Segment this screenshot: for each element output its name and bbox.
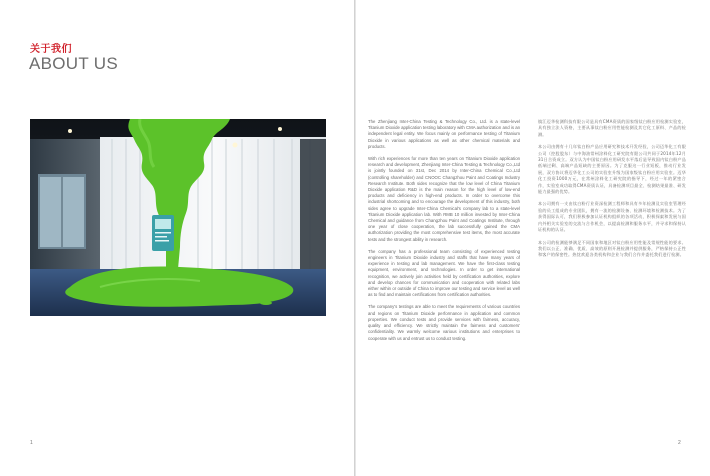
showroom-photo <box>30 119 326 316</box>
english-paragraph: With rich experiences for more than ten years on Titanium Dioxide application research and development, Zhenjiang Inter-China Testing & Technology Co.,Ltd is jointly founded on 31st, Dec 2014 by Inter-China Chemical Co.,Ltd (controlling shareholder) and CNOOC Changzhou Paint and Coatings Industry Research Institute. Both sides recognize that the low level of China Titanium Dioxide application R&D is the main reason for the high level of low-end products and deficiency in high-end products. In order to overcome this industrial shortcoming and to encourage the development of this industry, both sides agree to upgrade Inter-China Chemical's company lab to a state-level Titanium Dioxide application lab. With RMB 10 million invested by Inter-China Chemical and guidance from Changzhou Paint and Coatings Institute, through one year of close cooperation, the lab successfully gained the CMA authorization providing the most comprehensive test items, the most accurate tests and the strongest ability in research. <box>368 156 520 242</box>
page-number-right: 2 <box>678 440 681 446</box>
section-title-english: ABOUT US <box>29 54 118 73</box>
chinese-paragraph: 本公司拥有一支由钛白粉行业资深检测工程师和具有多年检测及实验室管理经验的员工组成的专业团队，拥有一流的检测设备、检测环境和检测技术。为了获得国际认可，我们积极参加认证机构组织的各项活动，积极探索和发展与国内外相关实验室的交流与合作机会，以提高检测和服务水平，并寻求和保持认证机构的认证。 <box>538 201 686 233</box>
english-paragraph: The company has a professional team consisting of experienced testing engineers in Titanium Dioxide industry and staffs that have many years of experience in testing and lab management. We have the first-class testing equipment, environment, and technologies. In order to get international recognition, we actively join activities held by certification authorities, explore and develop chances for communication and cooperation with related labs either within or outside of China to improve our testing and service level as well as to find and maintain certifications from certification authorities. <box>368 248 520 298</box>
section-title-chinese: 关于我们 <box>30 44 72 55</box>
english-paragraph: The Zhenjiang Inter-China Testing & Technology Co., Ltd. is a state-level Titanium Dioxide application testing laboratory with CMA authorization and is an independent legal entity. We focus mainly on performance testing of Titanium Dioxide in various applications as well as other chemical materials and products. <box>368 119 520 149</box>
left-page <box>0 0 354 476</box>
chinese-paragraph: 本公司由拥有十几年钛白粉产品应用研究和技术开发经验，公司迈华化工有限公司（控股股东）与中海油常州涂料化工研究院有限公司共同于2014年12月31日合资成立。双方认为中国钛白粉应用研发水平落后是导致国内钛白粉产品低端过剩、高端产品短缺的主要原因。为了克服这一行业短板，推动行业发展，双方协议将迈华化工公司的实验室升级为国家级钛白粉应用实验室。迈华化工投资1000万元，在常州涂料化工研究院的指导下，经过一年的紧密合作，实验室成功取得CMA资质认证，具备检测项目最全、检测结果最准、研发能力最强的优势。 <box>538 144 686 195</box>
english-text-column <box>368 119 520 348</box>
chinese-paragraph: 本公司的检测能够满足不同国家和地区对钛白粉应用性能及常规性能的要求。我们以公正、准确、优质、高效的原则开展检测并提供服务，严格保持公正性和客户的保密性。热忱欢迎各类机构和企业与我们合作并委托我们进行检测。 <box>538 239 686 258</box>
chinese-text-column <box>538 119 686 265</box>
chinese-paragraph: 镇江迈华检测科技有限公司是具有CMA资质的国家级钛白粉应用检测实验室，具有独立法人资格，主要从事钛白粉应用性能检测及其它化工原料、产品的检测。 <box>538 119 686 137</box>
page-number-left: 1 <box>30 440 33 446</box>
english-paragraph: The company's testings are able to meet the requirements of various countries and regions on Titanium Dioxide performance in application and common properties. We conduct tests and provide services with fairness, accuracy, quality and efficiency. We strictly maintain the fairness and customers' confidentiality. We warmly welcome various institutions and enterprises to cooperate with us and entrust us to conduct testing. <box>368 304 520 341</box>
